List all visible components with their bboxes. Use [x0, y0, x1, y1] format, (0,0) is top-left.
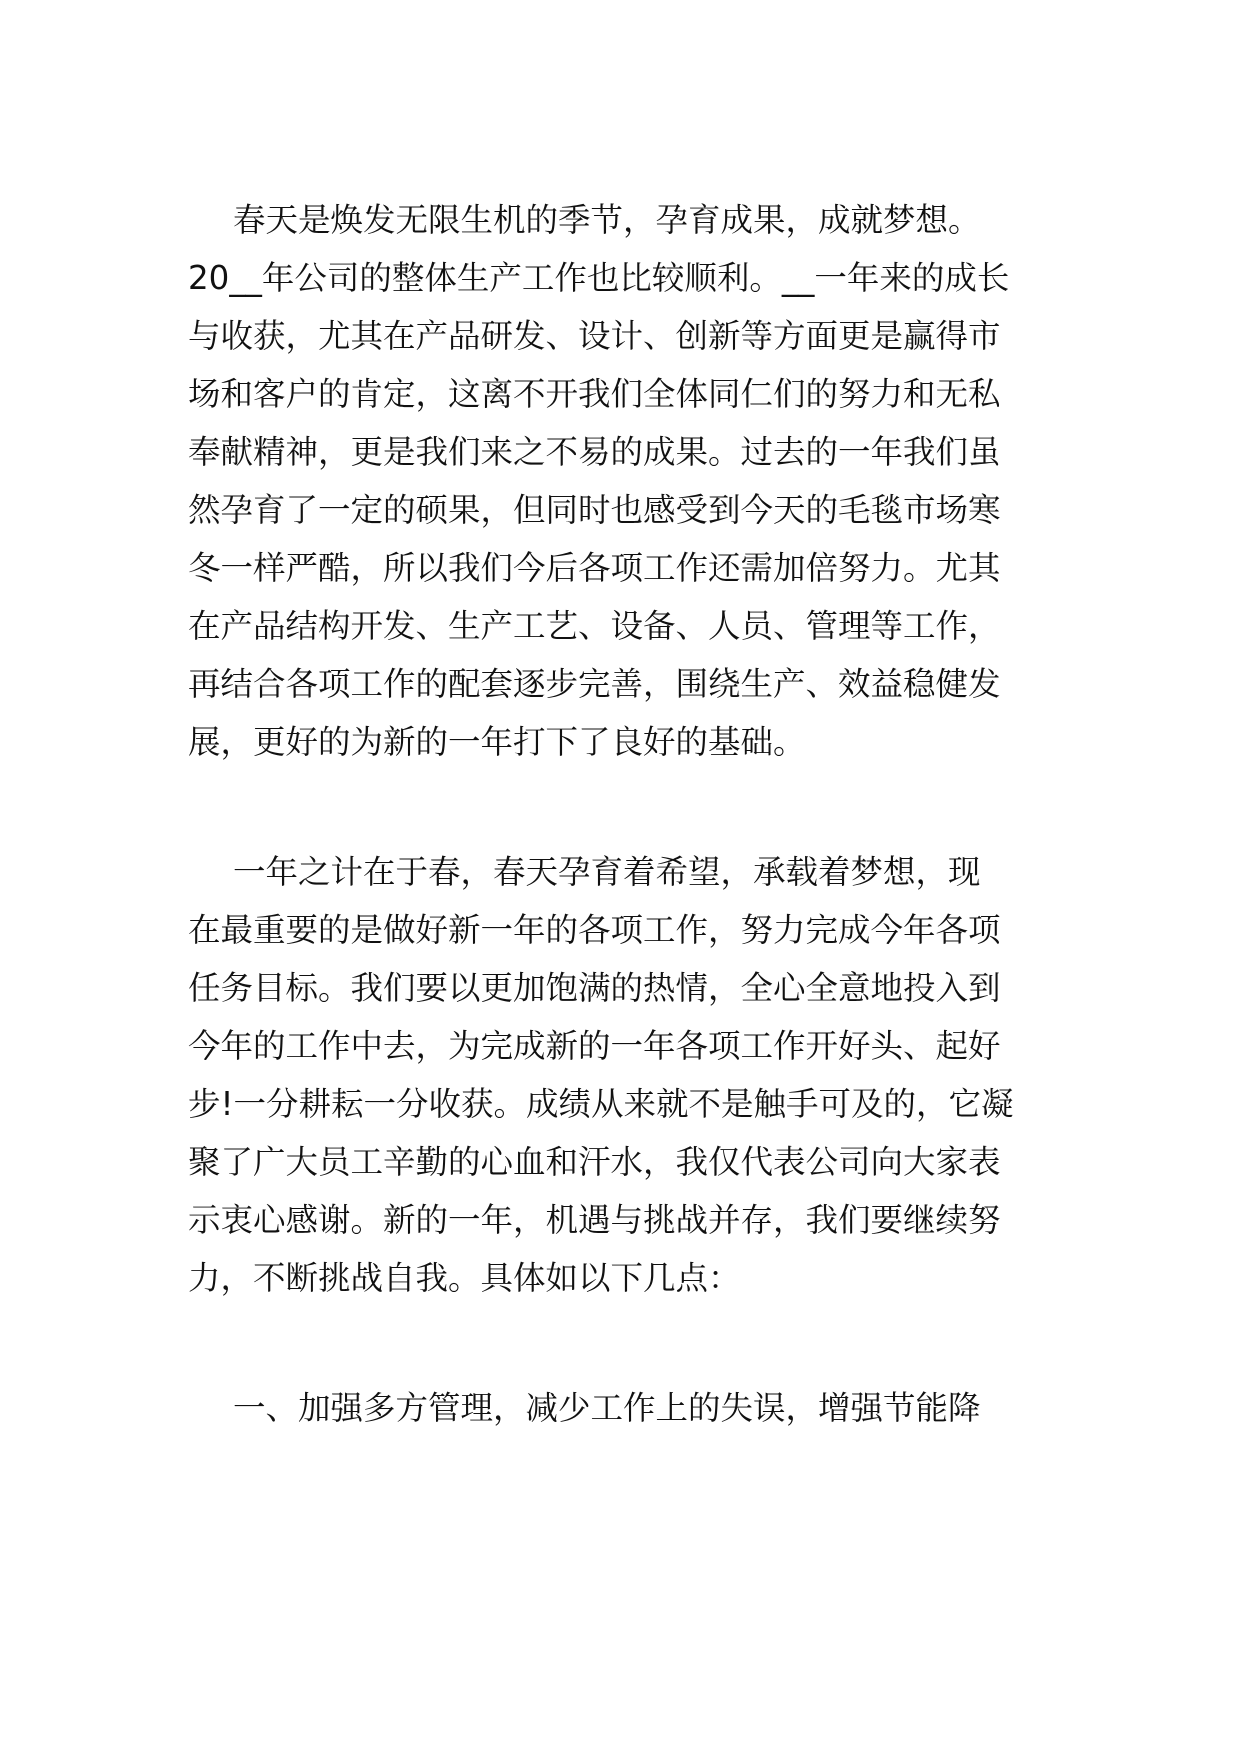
text-line: 奉献精神，更是我们来之不易的成果。过去的一年我们虽: [188, 433, 1001, 471]
text-line: 场和客户的肯定，这离不开我们全体同仁们的努力和无私: [188, 375, 1001, 413]
text-line: 展，更好的为新的一年打下了良好的基础。: [188, 723, 806, 761]
text-line: 20__年公司的整体生产工作也比较顺利。__一年来的成长: [188, 259, 1010, 297]
text-line: 再结合各项工作的配套逐步完善，围绕生产、效益稳健发: [188, 665, 1001, 703]
text-line: 与收获，尤其在产品研发、设计、创新等方面更是赢得市: [188, 317, 1001, 355]
text-line: 在产品结构开发、生产工艺、设备、人员、管理等工作，: [188, 607, 1001, 645]
text-line: 任务目标。我们要以更加饱满的热情，全心全意地投入到: [188, 969, 1001, 1007]
text-line: 一、加强多方管理，减少工作上的失误，增强节能降: [233, 1389, 981, 1427]
text-line: 聚了广大员工辛勤的心血和汗水，我仅代表公司向大家表: [188, 1143, 1001, 1181]
text-line: 然孕育了一定的硕果，但同时也感受到今天的毛毯市场寒: [188, 491, 1001, 529]
text-line: 步!一分耕耘一分收获。成绩从来就不是触手可及的，它凝: [188, 1085, 1014, 1123]
text-line: 今年的工作中去，为完成新的一年各项工作开好头、起好: [188, 1027, 1001, 1065]
text-line: 春天是焕发无限生机的季节，孕育成果，成就梦想。: [233, 201, 981, 239]
text-line: 力，不断挑战自我。具体如以下几点：: [188, 1259, 741, 1297]
text-line: 一年之计在于春，春天孕育着希望，承载着梦想，现: [233, 853, 981, 891]
text-line: 在最重要的是做好新一年的各项工作，努力完成今年各项: [188, 911, 1001, 949]
text-line: 示衷心感谢。新的一年，机遇与挑战并存，我们要继续努: [188, 1201, 1001, 1239]
text-line: 冬一样严酷，所以我们今后各项工作还需加倍努力。尤其: [188, 549, 1001, 587]
